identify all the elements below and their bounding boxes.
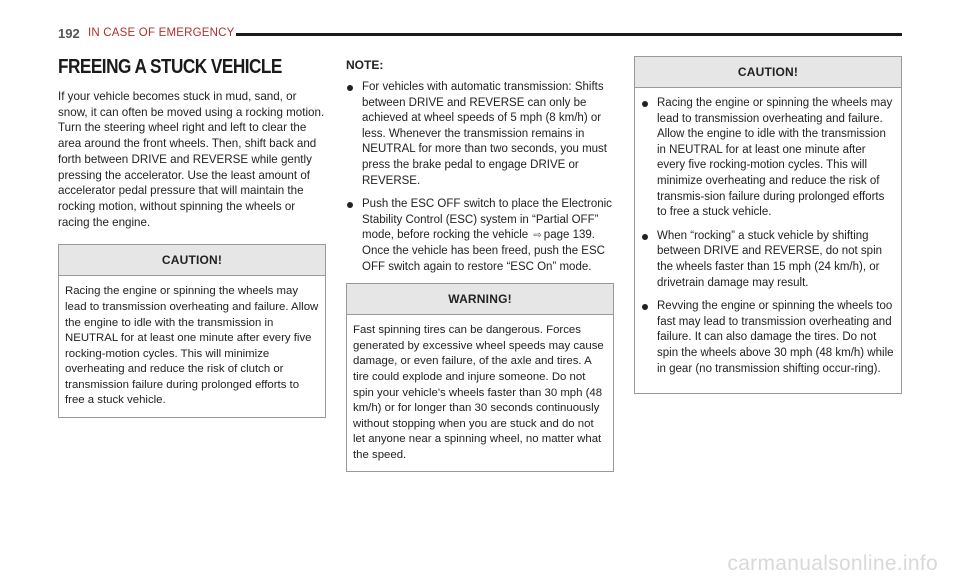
note-bullet-text: For vehicles with automatic transmission: Shifts between DRIVE and REVERSE can only be achieved at wheel speeds of 5 mph (8 km/h) or less. Whenever the transmission remains in NEUTRAL for more than two seconds, you must press the brake pedal to engage DRIVE or REVERSE. — [362, 81, 608, 187]
page-reference-arrow-icon: ⇨ — [533, 230, 542, 242]
column-middle — [346, 56, 614, 472]
note-label: NOTE: — [346, 58, 384, 72]
caution-heading: CAUTION! — [59, 245, 325, 276]
bullet-icon — [347, 202, 353, 208]
warning-box — [346, 283, 614, 472]
page-number: 192 — [58, 26, 80, 41]
note-bullet-text: Push the ESC OFF switch to place the Electronic Stability Control (ESC) system in “Partial OFF” mode, before rocking the vehicle — [362, 198, 612, 242]
bullet-icon — [642, 304, 648, 310]
column-left — [58, 56, 326, 418]
note-list — [346, 80, 614, 275]
watermark: carmanualsonline.info — [727, 552, 938, 575]
caution-bullet-text: Revving the engine or spinning the wheels too fast may lead to transmission overheating and failure. It can also damage the tires. Do not spin the wheels above 30 mph (48 km/h) while in gear (no transmission shifting occur-ring). — [657, 300, 894, 375]
bullet-icon — [642, 101, 648, 107]
note-bullet-text-cont: Once the vehicle has been freed, push the ESC OFF switch again to restore “ESC On” mode. — [362, 244, 605, 273]
caution-list — [641, 96, 895, 377]
header-rule — [236, 33, 902, 36]
caution-bullet-text: Racing the engine or spinning the wheels may lead to transmission overheating and failure. Allow the engine to idle with the transmission in NEUTRAL for at least one minute after every five rocking-motion cycles. This will minimize overheating and reduce the risk of transmis-sion failure during prolonged efforts to free a stuck vehicle. — [657, 97, 893, 219]
page-header — [58, 26, 902, 46]
list-item — [641, 299, 895, 377]
list-item — [346, 80, 614, 189]
list-item — [641, 96, 895, 221]
warning-heading: WARNING! — [347, 284, 613, 315]
list-item — [346, 197, 614, 275]
caution-text: Racing the engine or spinning the wheels may lead to transmission overheating and failure. Allow the engine to idle with the transmission in NEUTRAL for at least one minute after every five rocking-motion cycles. This will minimize overheating and reduce the risk of clutch or transmission failure during prolonged efforts to free a stuck vehicle. — [65, 285, 319, 407]
page-reference-link[interactable]: page 139. — [543, 229, 595, 242]
column-right — [634, 56, 902, 394]
caution-body — [635, 88, 901, 393]
intro-paragraph: If your vehicle becomes stuck in mud, sand, or snow, it can often be moved using a rocking motion. Turn the steering wheel right and left to clear the area around the front wheels. Then, shift back and forth between DRIVE and REVERSE while gently pressing the accelerator. Use the least amount of accelerator pedal pressure that will maintain the rocking motion, without spinning the wheels or racing the engine. — [58, 90, 325, 229]
bullet-icon — [642, 234, 648, 240]
bullet-icon — [347, 85, 353, 91]
caution-box-right — [634, 56, 902, 394]
caution-heading: CAUTION! — [635, 57, 901, 88]
section-title: IN CASE OF EMERGENCY — [88, 27, 235, 39]
caution-bullet-text: When “rocking” a stuck vehicle by shifting between DRIVE and REVERSE, do not spin the wheels faster than 15 mph (24 km/h), or drivetrain damage may result. — [657, 229, 883, 289]
page-title: FREEING A STUCK VEHICLE — [58, 56, 282, 78]
list-item — [641, 229, 895, 291]
warning-text: Fast spinning tires can be dangerous. Forces generated by excessive wheel speeds may cause damage, or even failure, of the axle and tires. A tire could explode and injure someone. Do not spin your vehicle's wheels faster than 30 mph (48 km/h) or for longer than 30 seconds continuously without stopping when you are stuck and do not let anyone near a spinning wheel, no matter what the speed. — [353, 324, 604, 461]
caution-box — [58, 244, 326, 418]
